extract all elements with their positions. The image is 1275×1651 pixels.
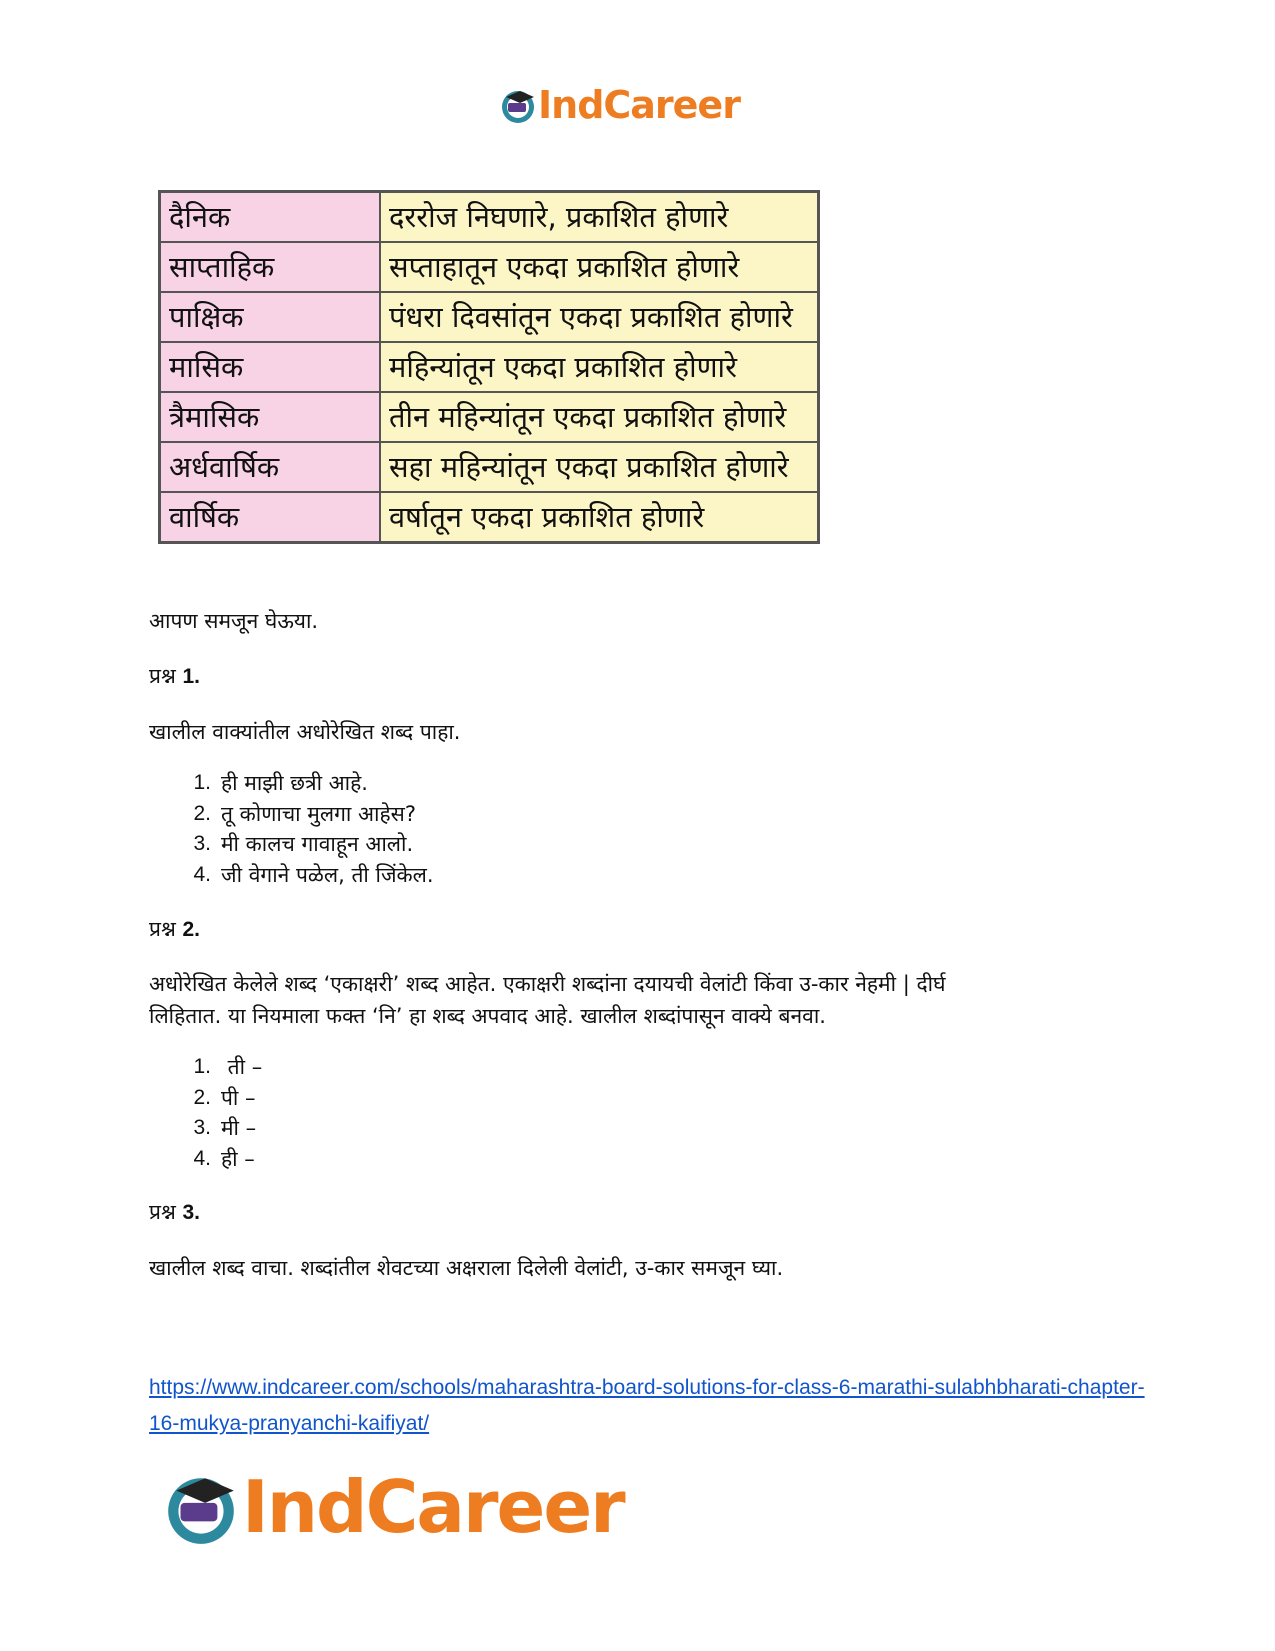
table-term: अर्धवार्षिक [160,442,381,492]
list-item: 2. तू कोणाचा मुलगा आहेस? [193,801,416,826]
table-term: साप्ताहिक [160,242,381,292]
table-meaning: वर्षातून एकदा प्रकाशित होणारे [380,492,819,543]
table-term: दैनिक [160,192,381,243]
table-term: पाक्षिक [160,292,381,342]
table-meaning: सहा महिन्यांतून एकदा प्रकाशित होणारे [380,442,819,492]
footer-logo [160,1462,624,1552]
question-2-instruction-line2: लिहितात. या नियमाला फक्त ‘नि’ हा शब्द अपवाद आहे. खालील शब्दांपासून वाक्ये बनवा. [149,1004,826,1028]
question-3-instruction: खालील शब्द वाचा. शब्दांतील शेवटच्या अक्षराला दिलेली वेलांटी, उ-कार समजून घ्या. [149,1256,784,1280]
table-term: मासिक [160,342,381,392]
list-item: 1. ही माझी छत्री आहे. [193,771,368,795]
list-item: 1. ती – [193,1055,263,1079]
question-2-instruction-line1: अधोरेखित केलेले शब्द ‘एकाक्षरी’ शब्द आहेत. एकाक्षरी शब्दांना दयायची वेलांटी किंवा उ-कार नेहमी | दीर्घ [149,972,946,996]
question-1-instruction: खालील वाक्यांतील अधोरेखित शब्द पाहा. [149,720,461,744]
graduation-globe-icon [498,85,538,125]
question-3-heading [149,1196,200,1229]
table-row [160,242,819,292]
question-2-heading [149,913,200,946]
table-row [160,342,819,392]
table-meaning: सप्ताहातून एकदा प्रकाशित होणारे [380,242,819,292]
question-label: प्रश्न [149,1200,176,1224]
table-meaning: तीन महिन्यांतून एकदा प्रकाशित होणारे [380,392,819,442]
table-meaning: दररोज निघणारे, प्रकाशित होणारे [380,192,819,243]
table-meaning: पंधरा दिवसांतून एकदा प्रकाशित होणारे [380,292,819,342]
table-term: वार्षिक [160,492,381,543]
list-item: 4. जी वेगाने पळेल, ती जिंकेल. [193,862,434,887]
table-row [160,442,819,492]
table-row [160,492,819,543]
question-number: 2. [182,918,200,941]
table-term: त्रैमासिक [160,392,381,442]
list-item: 2. पी – [193,1085,256,1110]
logo-wordmark: IndCareer [242,1465,624,1549]
question-1-list [149,768,434,890]
question-label: प्रश्न [149,917,176,941]
question-1-heading [149,660,200,693]
question-number: 3. [182,1201,200,1224]
table-row [160,192,819,243]
logo-wordmark: IndCareer [538,83,740,127]
list-item: 4. ही – [193,1146,255,1171]
intro-text: आपण समजून घेऊया. [149,609,319,633]
table-row [160,292,819,342]
list-item: 3. मी – [193,1116,257,1140]
table-row [160,392,819,442]
periodicity-table [158,190,820,544]
graduation-globe-icon [160,1466,242,1548]
table-meaning: महिन्यांतून एकदा प्रकाशित होणारे [380,342,819,392]
header-logo [498,80,740,130]
source-link[interactable]: https://www.indcareer.com/schools/maharashtra-board-solutions-for-class-6-marathi-sulabhbharati-chapter-16-mukya-pranyanchi-kaifiyat/ [149,1376,1145,1435]
question-number: 1. [182,665,200,688]
list-item: 3. मी कालच गावाहून आलो. [193,832,414,856]
question-label: प्रश्न [149,664,176,688]
question-2-list [149,1052,262,1174]
